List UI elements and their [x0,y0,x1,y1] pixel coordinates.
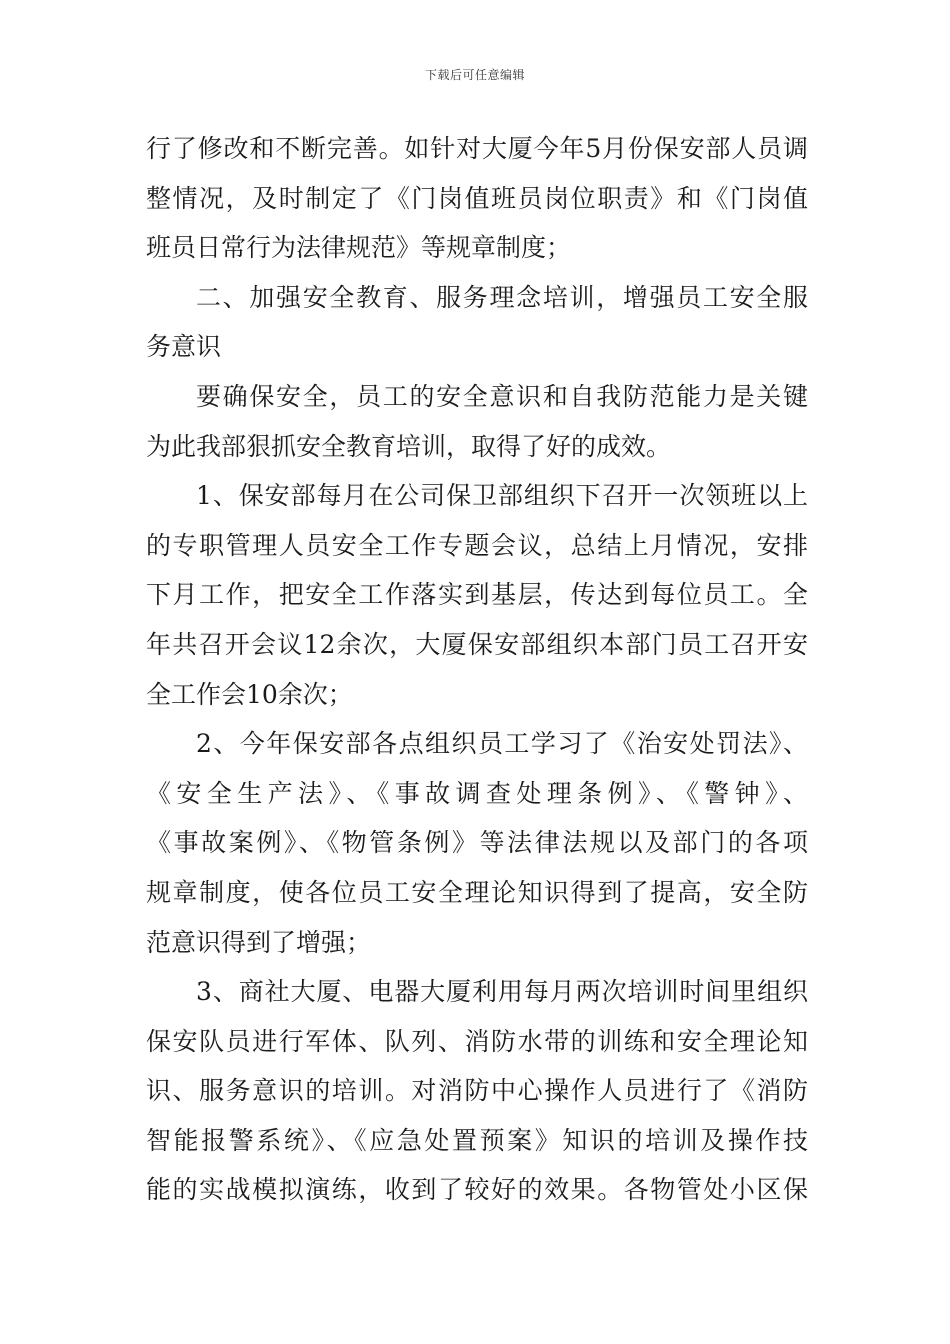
text-line: 年共召开会议12余次，大厦保安部组织本部门员工召开安 [146,629,808,659]
text-line: 的专职管理人员安全工作专题会议，总结上月情况，安排 [146,530,808,560]
text-line: 3、商社大厦、电器大厦利用每月两次培训时间里组织 [196,977,808,1007]
text-line: 2、今年保安部各点组织员工学习了《治安处罚法》、 [196,729,808,759]
text-line: 二、加强安全教育、服务理念培训，增强员工安全服 [196,282,808,312]
text-line: 识、服务意识的培训。对消防中心操作人员进行了《消防 [146,1076,808,1106]
text-line: 1、保安部每月在公司保卫部组织下召开一次领班以上 [196,481,808,511]
document-body [146,124,808,1215]
text-line: 行了修改和不断完善。如针对大厦今年5月份保安部人员调 [146,134,808,163]
text-line: 务意识 [146,332,222,362]
text-line: 要确保安全，员工的安全意识和自我防范能力是关键 [196,381,808,411]
text-line: 范意识得到了增强； [146,927,372,957]
text-line: 规章制度，使各位员工安全理论知识得到了提高，安全防 [146,877,808,907]
text-line: 全工作会10余次； [146,679,353,709]
text-line: 为此我部狠抓安全教育培训，取得了好的成效。 [146,431,672,461]
text-line: 能的实战模拟演练，收到了较好的效果。各物管处小区保 [146,1175,808,1205]
text-line: 保安队员进行军体、队列、消防水带的训练和安全理论知 [146,1026,808,1056]
text-line: 下月工作，把安全工作落实到基层，传达到每位员工。全 [146,580,808,610]
page-header-note: 下载后可任意编辑 [424,68,525,82]
text-line: 《安全生产法》、《事故调查处理条例》、《警钟》、 [146,778,808,808]
text-line: 班员日常行为法律规范》等规章制度； [146,233,572,263]
text-line: 智能报警系统》、《应急处置预案》知识的培训及操作技 [146,1125,808,1155]
text-line: 《事故案例》、《物管条例》等法律法规以及部门的各项 [146,828,808,858]
text-line: 整情况，及时制定了《门岗值班员岗位职责》和《门岗值 [146,183,808,213]
